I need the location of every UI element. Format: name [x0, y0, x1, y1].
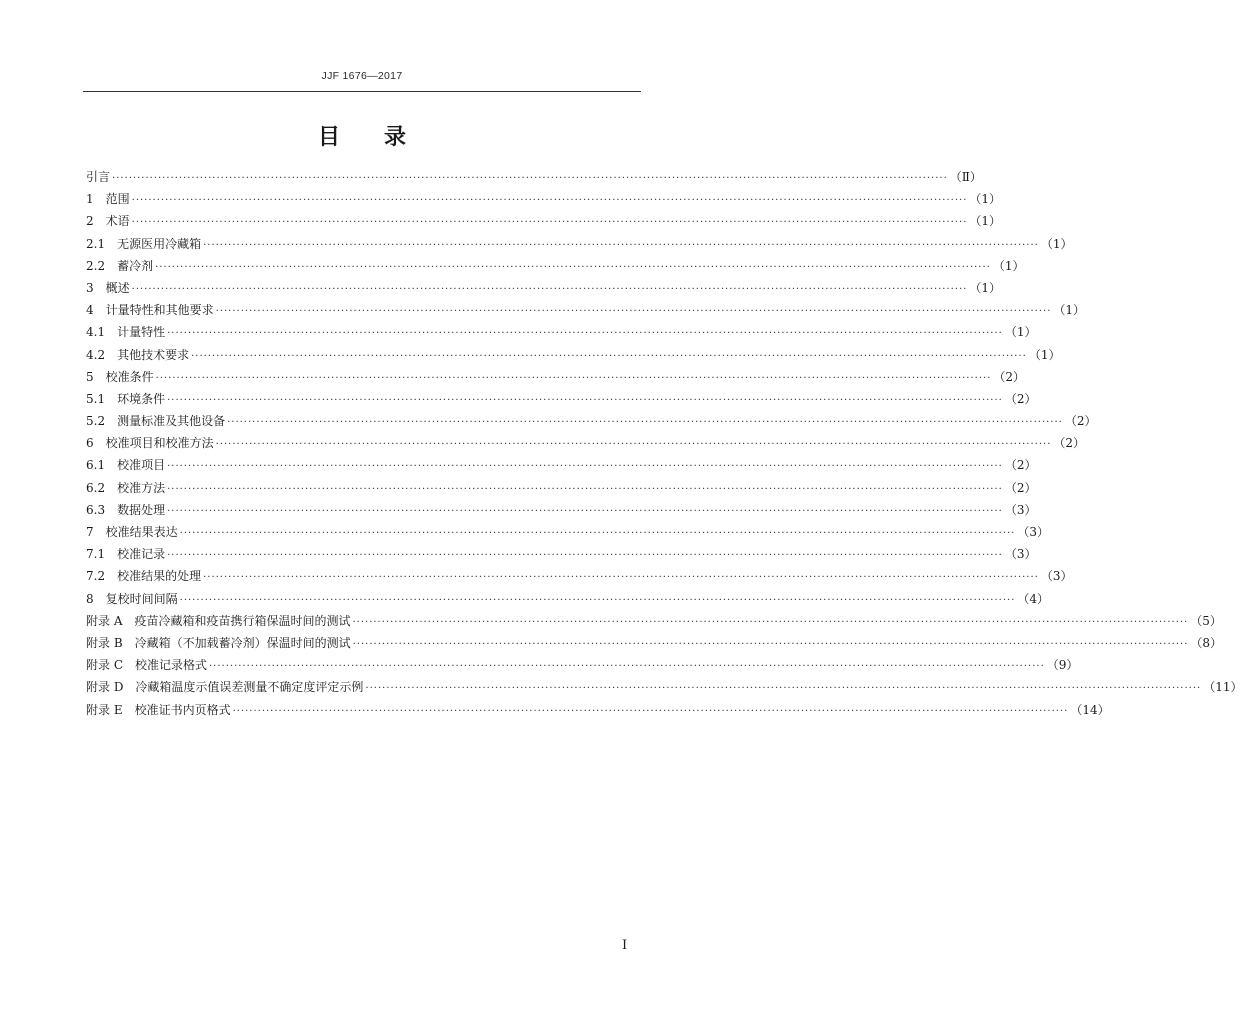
dot-leader: ········································································································································································································ [167, 550, 1003, 562]
toc-entry-title: 2.1 无源医用冷藏箱 [86, 236, 202, 251]
toc-entry [86, 412, 1097, 434]
table-of-contents [86, 168, 1242, 723]
toc-entry-title: 4.1 计量特性 [86, 325, 166, 340]
dot-leader: ········································································································································································································ [215, 306, 1052, 318]
dot-leader: ········································································································································································································ [131, 217, 968, 229]
dot-leader: ········································································································································································································ [227, 417, 1063, 429]
toc-entry-page: （2） [993, 369, 1026, 384]
dot-leader: ········································································································································································································ [167, 394, 1003, 406]
toc-entry [86, 590, 1050, 612]
toc-entry-title: 6.1 校准项目 [86, 458, 166, 473]
toc-entry-page: （1） [1028, 347, 1061, 362]
toc-entry-title: 5 校准条件 [86, 369, 154, 384]
toc-entry-page: （Ⅱ） [949, 170, 982, 184]
dot-leader: ········································································································································································································ [352, 638, 1189, 650]
toc-entry [86, 190, 1002, 212]
toc-entry [86, 656, 1079, 678]
toc-entry-title: 5.2 测量标准及其他设备 [86, 414, 226, 429]
toc-entry-page: （2） [1004, 480, 1037, 495]
toc-entry-page: （3） [1017, 525, 1050, 539]
toc-entry-title: 7.2 校准结果的处理 [86, 569, 202, 584]
toc-entry-page: （1） [1040, 236, 1073, 251]
toc-entry-page: （5） [1190, 613, 1222, 628]
toc-entry-page: （2） [1004, 391, 1037, 406]
toc-entry [86, 323, 1037, 345]
toc-entry-title: 7 校准结果表达 [86, 525, 178, 539]
toc-entry-title: 2 术语 [86, 214, 130, 229]
toc-entry [86, 501, 1037, 523]
dot-leader: ········································································································································································································ [131, 195, 968, 207]
toc-entry [86, 456, 1037, 478]
toc-entry-title: 引言 [86, 170, 111, 184]
toc-entry-page: （14） [1070, 702, 1110, 717]
toc-entry-page: （1） [1004, 325, 1037, 340]
dot-leader: ········································································································································································································ [167, 505, 1003, 517]
dot-leader: ········································································································································································································ [131, 283, 968, 295]
toc-entry-page: （3） [1004, 502, 1037, 517]
dot-leader: ········································································································································································································ [203, 572, 1039, 584]
toc-entry [86, 346, 1061, 368]
toc-entry [86, 434, 1086, 456]
dot-leader: ········································································································································································································ [179, 594, 1016, 606]
toc-entry-page: （2） [1053, 436, 1086, 451]
toc-entry-page: （3） [1040, 569, 1073, 584]
toc-entry-title: 8 复校时间间隔 [86, 591, 178, 606]
toc-entry [86, 634, 1223, 656]
dot-leader: ········································································································································································································ [167, 328, 1003, 340]
toc-entry-page: （1） [969, 192, 1002, 207]
toc-entry [86, 235, 1073, 257]
toc-entry [86, 168, 982, 190]
toc-entry [86, 390, 1037, 412]
dot-leader: ········································································································································································································ [179, 528, 1016, 539]
toc-entry-page: （8） [1190, 635, 1223, 650]
toc-entry-title: 1 范围 [86, 192, 130, 207]
dot-leader: ········································································································································································································ [167, 483, 1003, 495]
toc-entry-title: 4 计量特性和其他要求 [86, 303, 214, 318]
dot-leader: ········································································································································································································ [209, 661, 1045, 673]
toc-entry-page: （1） [969, 214, 1002, 229]
dot-leader: ········································································································································································································ [232, 705, 1069, 717]
toc-entry-title: 4.2 其他技术要求 [86, 347, 190, 362]
toc-entry [86, 257, 1025, 279]
toc-entry-title: 附录 B 冷藏箱（不加载蓄冷剂）保温时间的测试 [86, 635, 351, 650]
toc-entry-title: 附录 E 校准证书内页格式 [86, 702, 231, 717]
dot-leader: ········································································································································································································ [203, 239, 1039, 251]
toc-entry-title: 6 校准项目和校准方法 [86, 436, 214, 451]
toc-entry [86, 368, 1026, 390]
dot-leader: ········································································································································································································ [352, 616, 1189, 628]
page-title: 目 录 [317, 125, 406, 150]
toc-entry-title: 6.2 校准方法 [86, 480, 166, 495]
toc-entry-title: 6.3 数据处理 [86, 502, 166, 517]
toc-entry-title: 2.2 蓄冷剂 [86, 258, 154, 273]
toc-entry [86, 545, 1037, 567]
toc-entry-title: 7.1 校准记录 [86, 547, 166, 562]
toc-entry-title: 3 概述 [86, 280, 130, 295]
toc-entry-page: （4） [1017, 591, 1050, 606]
toc-entry-title: 附录 A 疫苗冷藏箱和疫苗携行箱保温时间的测试 [86, 613, 351, 628]
toc-entry-page: （1） [992, 258, 1025, 273]
toc-entry-title: 附录 C 校准记录格式 [86, 658, 207, 673]
toc-entry-page: （3） [1004, 547, 1037, 562]
dot-leader: ········································································································································································································ [167, 461, 1003, 473]
toc-entry-page: （1） [969, 280, 1002, 295]
toc-entry-page: （2） [1004, 458, 1037, 473]
dot-leader: ········································································································································································································ [215, 439, 1052, 451]
dot-leader: ········································································································································································································ [155, 372, 992, 384]
toc-entry [86, 301, 1086, 323]
standard-code: JJF 1676—2017 [321, 70, 403, 82]
toc-entry [86, 279, 1002, 301]
toc-entry-page: （11） [1203, 680, 1242, 695]
toc-entry [86, 567, 1073, 589]
page-number: Ⅰ [622, 938, 628, 953]
toc-entry [86, 523, 1050, 545]
dot-leader: ········································································································································································································ [112, 173, 948, 184]
header-divider [83, 91, 641, 92]
dot-leader: ········································································································································································································ [155, 261, 991, 273]
toc-entry [86, 701, 1110, 723]
toc-entry-page: （2） [1064, 414, 1097, 429]
toc-entry-title: 附录 D 冷藏箱温度示值误差测量不确定度评定示例 [86, 680, 364, 695]
toc-entry [86, 212, 1002, 234]
toc-entry [86, 678, 1242, 700]
toc-entry-page: （1） [1053, 303, 1086, 318]
toc-entry-title: 5.1 环境条件 [86, 391, 166, 406]
toc-entry [86, 479, 1037, 501]
dot-leader: ········································································································································································································ [365, 683, 1202, 695]
dot-leader: ········································································································································································································ [191, 350, 1027, 362]
toc-entry [86, 612, 1222, 634]
toc-entry-page: （9） [1046, 658, 1079, 673]
